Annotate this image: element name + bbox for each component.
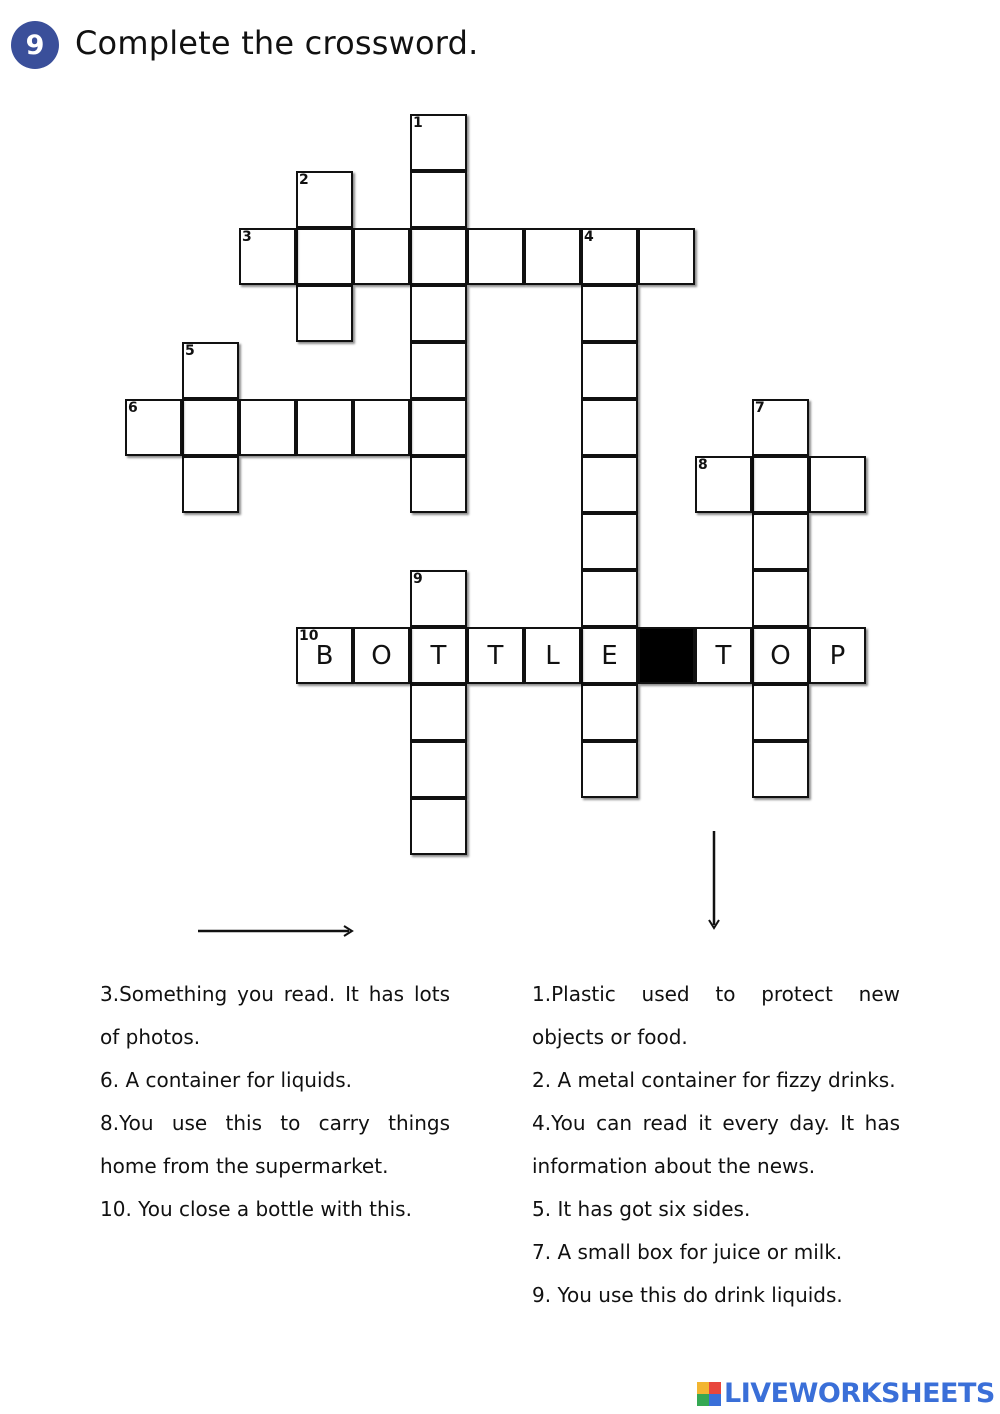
clue-down-4: 4.You can read it every day. It has information about the news. [532,1111,900,1178]
crossword-cell[interactable] [752,399,809,456]
crossword-cell[interactable] [752,570,809,627]
crossword-cell[interactable] [524,627,581,684]
crossword-cell[interactable] [524,228,581,285]
clue-down-5: 5. It has got six sides. [532,1197,751,1221]
clue-number: 2 [299,172,309,188]
crossword-cell[interactable] [410,285,467,342]
clue-across-10: 10. You close a bottle with this. [100,1197,412,1221]
answer-letter: T [430,640,447,671]
answer-letter: E [601,640,618,671]
crossword-cell[interactable] [581,456,638,513]
crossword-cell[interactable] [752,684,809,741]
exercise-number-badge: 9 [11,21,59,69]
crossword-cell[interactable] [353,228,410,285]
crossword-cell[interactable] [410,456,467,513]
crossword-blank-black-cell [638,627,695,684]
crossword-cell[interactable] [410,570,467,627]
crossword-cell[interactable] [581,228,638,285]
crossword-cell[interactable] [296,627,353,684]
crossword-cell[interactable] [410,342,467,399]
clue-number: 3 [242,229,252,245]
crossword-cell[interactable] [182,456,239,513]
crossword-cell[interactable] [581,399,638,456]
crossword-cell[interactable] [581,342,638,399]
crossword-cell[interactable] [410,798,467,855]
crossword-cell[interactable] [752,456,809,513]
crossword-cell[interactable] [410,171,467,228]
crossword-cell[interactable] [353,399,410,456]
clue-across-8: 8.You use this to carry things home from the supermarket. [100,1111,450,1178]
crossword-cell[interactable] [182,342,239,399]
answer-letter: T [487,640,504,671]
crossword-cell[interactable] [581,285,638,342]
clue-number: 10 [299,628,319,644]
crossword-cell[interactable] [296,399,353,456]
crossword-cell[interactable] [239,228,296,285]
page-title: Complete the crossword. [75,24,479,62]
crossword-cell[interactable] [809,627,866,684]
clue-number: 6 [128,400,138,416]
crossword-cell[interactable] [296,228,353,285]
answer-letter: P [829,640,846,671]
across-clues [100,973,450,1231]
logo-text: LIVEWORKSHEETS [724,1378,995,1409]
crossword-cell[interactable] [410,399,467,456]
liveworksheets-logo [697,1378,995,1409]
crossword-cell[interactable] [410,114,467,171]
clue-number: 1 [413,115,423,131]
crossword-cell[interactable] [410,228,467,285]
crossword-cell[interactable] [296,285,353,342]
clue-across-3: 3.Something you read. It has lots of photos. [100,982,450,1049]
crossword-cell[interactable] [638,228,695,285]
clue-number: 9 [413,571,423,587]
crossword-cell[interactable] [182,399,239,456]
answer-letter: B [315,640,334,671]
down-arrow-icon [704,830,724,932]
clue-down-1: 1.Plastic used to protect new objects or food. [532,982,900,1049]
crossword-cell[interactable] [125,399,182,456]
crossword-cell[interactable] [410,627,467,684]
crossword-cell[interactable] [752,513,809,570]
crossword-cell[interactable] [695,456,752,513]
crossword-cell[interactable] [353,627,410,684]
crossword-cell[interactable] [581,684,638,741]
crossword-cell[interactable] [467,228,524,285]
crossword-cell[interactable] [581,513,638,570]
crossword-cell[interactable] [296,171,353,228]
clue-down-2: 2. A metal container for fizzy drinks. [532,1068,896,1092]
crossword-cell[interactable] [752,627,809,684]
answer-letter: O [770,640,791,671]
logo-icon [697,1382,721,1406]
clue-number: 8 [698,457,708,473]
across-arrow-icon [197,921,357,941]
crossword-cell[interactable] [410,684,467,741]
answer-letter: T [715,640,732,671]
crossword-cell[interactable] [752,741,809,798]
crossword-cell[interactable] [581,627,638,684]
clue-number: 7 [755,400,765,416]
crossword-cell[interactable] [581,741,638,798]
crossword-cell[interactable] [410,741,467,798]
answer-letter: L [545,640,560,671]
down-clues [532,973,900,1317]
crossword-cell[interactable] [467,627,524,684]
crossword-cell[interactable] [581,570,638,627]
answer-letter: O [371,640,392,671]
clue-across-6: 6. A container for liquids. [100,1068,352,1092]
crossword-cell[interactable] [809,456,866,513]
clue-down-9: 9. You use this do drink liquids. [532,1283,843,1307]
crossword-cell[interactable] [239,399,296,456]
clue-down-7: 7. A small box for juice or milk. [532,1240,843,1264]
crossword-cell[interactable] [695,627,752,684]
clue-number: 5 [185,343,195,359]
clue-number: 4 [584,229,594,245]
